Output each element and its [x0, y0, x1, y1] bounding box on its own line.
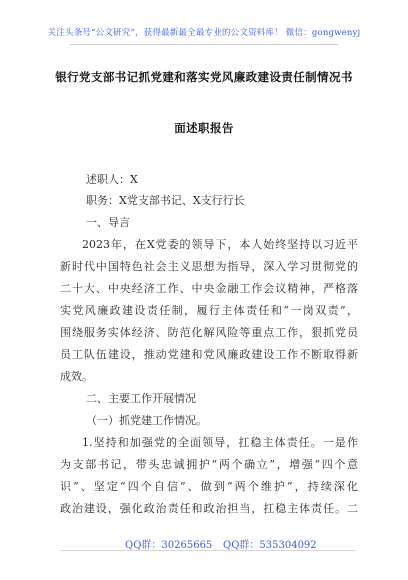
paragraph-line: 新时代中国特色社会主义思想为指导，深入学习贯彻党的 [60, 260, 358, 273]
section-heading-intro: 一、导言 [86, 216, 130, 229]
qq-group-left: QQ群：30265665 [125, 540, 213, 551]
paragraph-line: 识”、坚定“四个自信”、做到“两个维护”，持续深化 [60, 480, 358, 493]
document-title-line-2: 面述职报告 [174, 121, 234, 135]
qq-group-right: QQ群：535304092 [223, 540, 317, 551]
paragraph-line: 为支部书记，带头忠诚拥护“两个确立”，增强“四个意 [60, 458, 358, 471]
section-heading-main-work: 二、主要工作开展情况 [86, 392, 196, 405]
header-banner: 关注头条号“公文研究”，获得最新最全最专业的公文资料库！ 微信：gongwenyj [47, 28, 361, 38]
document-title-line-1: 银行党支部书记抓党建和落实党风廉政建设责任制情况书 [55, 70, 353, 84]
paragraph-line: 围绕服务实体经济、防范化解风险等重点工作，狠抓党员 [60, 326, 358, 339]
paragraph-line: 政治建设，强化政治责任和政治担当，扛稳主体责任。二 [60, 502, 358, 515]
paragraph-line: 成效。 [60, 370, 93, 383]
paragraph-line: 2023年，在X党委的领导下，本人始终坚持以习近平 [82, 238, 358, 251]
position-line: 职务：X党支部书记、X支行行长 [86, 194, 245, 207]
header-divider [70, 44, 338, 45]
paragraph-line: 1.坚持和加强党的全面领导，扛稳主体责任。一是作 [82, 436, 358, 449]
paragraph-line: 实党风廉政建设责任制，履行主体责任和“一岗双责”， [60, 304, 358, 317]
paragraph-line: 员工队伍建设，推动党建和党风廉政建设工作不断取得新 [60, 348, 358, 361]
reporter-line: 述职人：X [86, 173, 138, 186]
subsection-heading: （一）抓党建工作情况。 [86, 414, 207, 427]
footer-divider [60, 550, 356, 551]
paragraph-line: 二十大、中央经济工作、中央金融工作会议精神，严格落 [60, 282, 358, 295]
